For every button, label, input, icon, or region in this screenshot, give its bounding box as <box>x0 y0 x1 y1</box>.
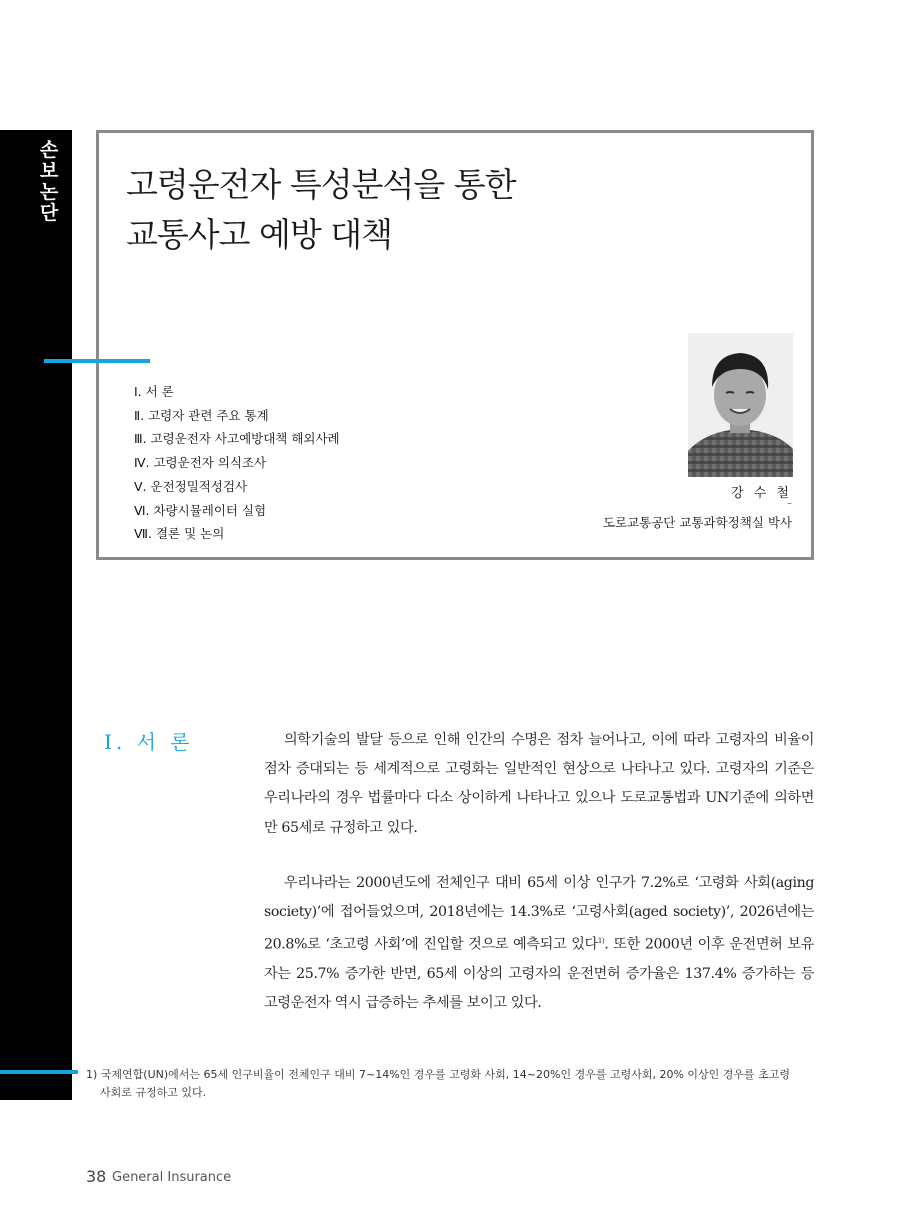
table-of-contents <box>134 380 340 546</box>
body-text <box>264 726 814 1045</box>
footnote-ref: 1) <box>597 937 605 946</box>
footnote-line: 사회로 규정하고 있다. <box>100 1086 207 1099</box>
toc-item: Ⅴ. 운전정밀적성검사 <box>134 478 248 494</box>
author-name: 강 수 철 <box>731 486 792 501</box>
side-label-char: 논 <box>39 181 59 203</box>
section-side-label <box>34 140 64 224</box>
paragraph: 의학기술의 발달 등으로 인해 인간의 수명은 점차 늘어나고, 이에 따라 고령자의 비율이 점차 증대되는 등 세계적으로 고령화는 일반적인 현상으로 나타나고 있다. 고령자의 기준은 우리나라의 경우 법률마다 다소 상이하게 나타나고 있으나 도로교통법과 UN기준에 의하면 만 65세로 규정하고 있다. <box>264 732 814 836</box>
page-number: 38 <box>86 1167 107 1186</box>
toc-item: Ⅶ. 결론 및 논의 <box>134 526 225 542</box>
side-label-char: 단 <box>39 202 59 224</box>
author-dash: – <box>787 498 792 509</box>
paragraph-text: . 또한 2000년 이후 운전면허 보유자는 25.7% 증가한 반면, 65세 이상의 고령자의 운전면허 증가율은 137.4% 증가하는 등 고령운전자 역시 급증하는 추세를 보이고 있다. <box>264 936 814 1012</box>
footnote-accent-line <box>0 1070 78 1074</box>
title-line-2: 교통사고 예방 대책 <box>126 215 393 254</box>
paragraph-text: 우리나라는 2000년도에 전체인구 대비 65세 이상 인구가 7.2%로 ‘고령화 사회(aging society)’에 접어들었으며, 2018년에는 14.3%로 ‘고령사회(aged society)’, 2026년에는 20.8%로 ‘초고령 사회’에 진입할 것으로 예측되고 있다 <box>264 874 814 953</box>
section-heading: Ⅰ. 서 론 <box>104 730 194 754</box>
toc-item: Ⅲ. 고령운전자 사고예방대책 해외사례 <box>134 431 340 447</box>
side-label-char: 손 <box>39 139 59 161</box>
side-bar <box>0 130 72 1100</box>
article-title <box>126 160 516 260</box>
toc-item: Ⅵ. 차량시뮬레이터 실험 <box>134 502 267 518</box>
title-line-1: 고령운전자 특성분석을 통한 <box>126 165 516 204</box>
footnote <box>86 1066 816 1102</box>
toc-item: Ⅰ. 서 론 <box>134 384 174 399</box>
publication-label: General Insurance <box>112 1170 232 1185</box>
toc-item: Ⅳ. 고령운전자 의식조사 <box>134 455 267 471</box>
toc-item: Ⅱ. 고령자 관련 주요 통계 <box>134 407 269 423</box>
footnote-line: 1) 국제연합(UN)에서는 65세 인구비율이 전체인구 대비 7~14%인 경우를 고령화 사회, 14~20%인 경우를 고령사회, 20% 이상인 경우를 초고령 <box>86 1068 791 1081</box>
accent-line <box>44 359 150 363</box>
side-label-char: 보 <box>39 160 59 182</box>
author-photo <box>688 333 793 477</box>
paragraph <box>264 869 814 1019</box>
author-affiliation: 도로교통공단 교통과학정책실 박사 <box>602 515 792 530</box>
